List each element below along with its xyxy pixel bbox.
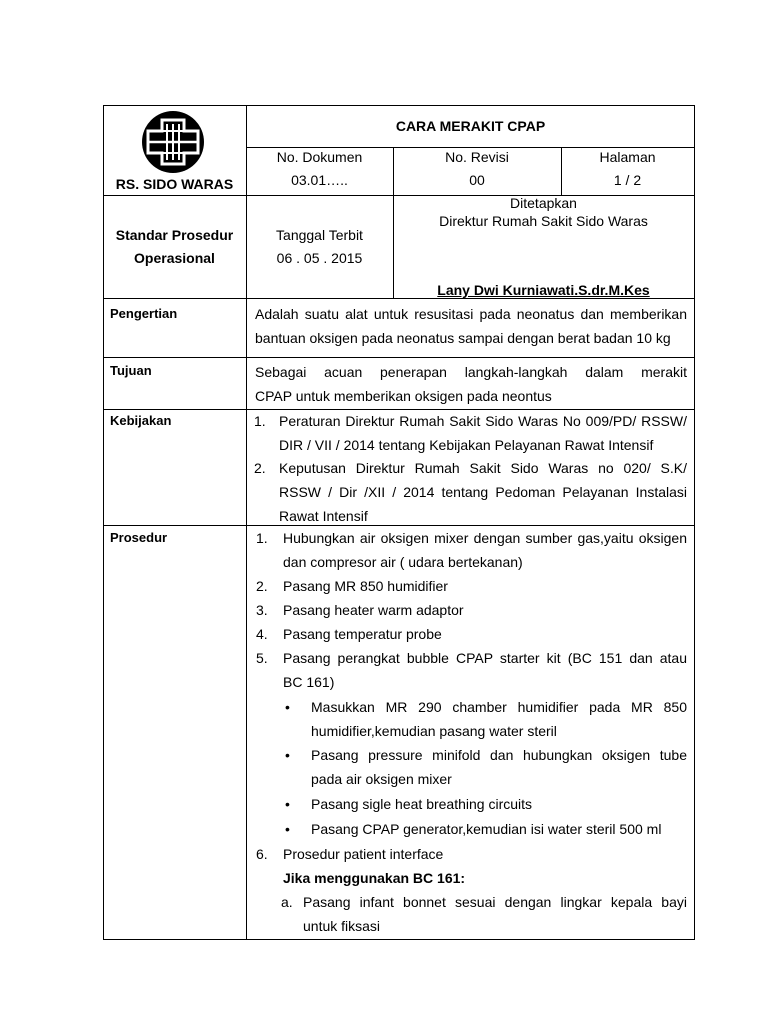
prosedur-sub-a-letter: a.: [281, 894, 293, 910]
prosedur-bullet-1-line-2: humidifier,kemudian pasang water steril: [311, 723, 557, 739]
kebijakan-item-1-line-2: DIR / VII / 2014 tentang Kebijakan Pelayanan Rawat Intensif: [279, 437, 654, 453]
prosedur-step-2-number: 2.: [256, 578, 268, 594]
bullet-icon: •: [285, 699, 290, 715]
kebijakan-item-2-line-1: Keputusan Direktur Rumah Sakit Sido Waras no 020/ S.K/: [279, 460, 687, 476]
prosedur-step-2-line-1: Pasang MR 850 humidifier: [283, 578, 448, 594]
hospital-logo: [140, 110, 206, 174]
issue-date-label: Tanggal Terbit: [276, 227, 363, 243]
prosedur-subheading: Jika menggunakan BC 161:: [283, 870, 466, 886]
prosedur-label: Prosedur: [110, 530, 168, 545]
kebijakan-item-1-line-1: Peraturan Direktur Rumah Sakit Sido Waras No 009/PD/ RSSW/: [279, 413, 687, 429]
prosedur-step-3-number: 3.: [256, 602, 268, 618]
prosedur-sub-a-line-1: Pasang infant bonnet sesuai dengan lingkar kepala bayi: [303, 894, 687, 910]
director-name: Lany Dwi Kurniawati.S.dr.M.Kes: [437, 282, 650, 298]
prosedur-step-5-line-1: Pasang perangkat bubble CPAP starter kit (BC 151 dan atau: [283, 650, 687, 666]
prosedur-bullet-4-line-1: Pasang CPAP generator,kemudian isi water steril 500 ml: [311, 821, 662, 837]
revision-label: No. Revisi: [445, 149, 509, 165]
document-title: CARA MERAKIT CPAP: [395, 118, 546, 134]
kebijakan-item-2-line-3: Rawat Intensif: [279, 508, 368, 524]
border-right: [694, 105, 695, 940]
kebijakan-item-2-number: 2.: [254, 460, 266, 476]
sop-row-divider: [103, 298, 695, 299]
page-label: Halaman: [599, 149, 656, 165]
prosedur-bullet-2-line-1: Pasang pressure minifold dan hubungkan oksigen tube: [311, 747, 687, 763]
border-top: [103, 105, 695, 106]
page-value: 1 / 2: [613, 172, 642, 188]
prosedur-step-5-line-2: BC 161): [283, 674, 335, 690]
tujuan-line-1: Sebagai acuan penerapan langkah-langkah dalam merakit: [255, 364, 687, 380]
kebijakan-item-2-line-2: RSSW / Dir /XII / 2014 tentang Pedoman Pelayanan Instalasi: [279, 484, 687, 500]
title-row-divider: [246, 147, 695, 148]
prosedur-step-1-line-1: Hubungkan air oksigen mixer dengan sumber gas,yaitu oksigen: [283, 530, 687, 546]
prosedur-step-4-number: 4.: [256, 626, 268, 642]
prosedur-step-5-number: 5.: [256, 650, 268, 666]
pengertian-row-divider: [103, 357, 695, 358]
prosedur-step-1-number: 1.: [256, 530, 268, 546]
bullet-icon: •: [285, 747, 290, 763]
pengertian-line-1: Adalah suatu alat untuk resusitasi pada neonatus dan memberikan: [255, 306, 687, 322]
sop-label-line-1: Standar Prosedur: [115, 227, 234, 243]
prosedur-bullet-2-line-2: pada air oksigen mixer: [311, 771, 452, 787]
hospital-name: RS. SIDO WARAS: [115, 176, 234, 192]
bullet-icon: •: [285, 821, 290, 837]
prosedur-step-3-line-1: Pasang heater warm adaptor: [283, 602, 464, 618]
revision-value: 00: [469, 172, 485, 188]
pengertian-label: Pengertian: [110, 306, 178, 321]
tujuan-label: Tujuan: [110, 363, 152, 378]
prosedur-step-6-text: Prosedur patient interface: [283, 846, 444, 862]
doc-number-value: 03.01…..: [291, 172, 348, 188]
border-bottom: [103, 939, 695, 940]
prosedur-step-6-number: 6.: [256, 846, 268, 862]
kebijakan-label: Kebijakan: [110, 413, 172, 428]
pengertian-line-2: bantuan oksigen pada neonatus sampai dengan berat badan 10 kg: [255, 330, 671, 346]
prosedur-sub-a-line-2: untuk fiksasi: [303, 918, 381, 934]
set-by-label: Ditetapkan: [510, 195, 577, 211]
prosedur-bullet-3-line-1: Pasang sigle heat breathing circuits: [311, 796, 533, 812]
prosedur-bullet-1-line-1: Masukkan MR 290 chamber humidifier pada MR 850: [311, 699, 687, 715]
director-title: Direktur Rumah Sakit Sido Waras: [439, 213, 648, 229]
prosedur-step-4-line-1: Pasang temperatur probe: [283, 626, 442, 642]
bullet-icon: •: [285, 796, 290, 812]
doc-number-label: No. Dokumen: [276, 149, 363, 165]
issue-date: 06 . 05 . 2015: [276, 250, 363, 266]
prosedur-step-1-line-2: dan compresor air ( udara bertekanan): [283, 554, 523, 570]
tujuan-line-2: CPAP untuk memberikan oksigen pada neontus: [255, 388, 552, 404]
sop-label-line-2: Operasional: [134, 250, 215, 266]
kebijakan-item-1-number: 1.: [254, 413, 266, 429]
